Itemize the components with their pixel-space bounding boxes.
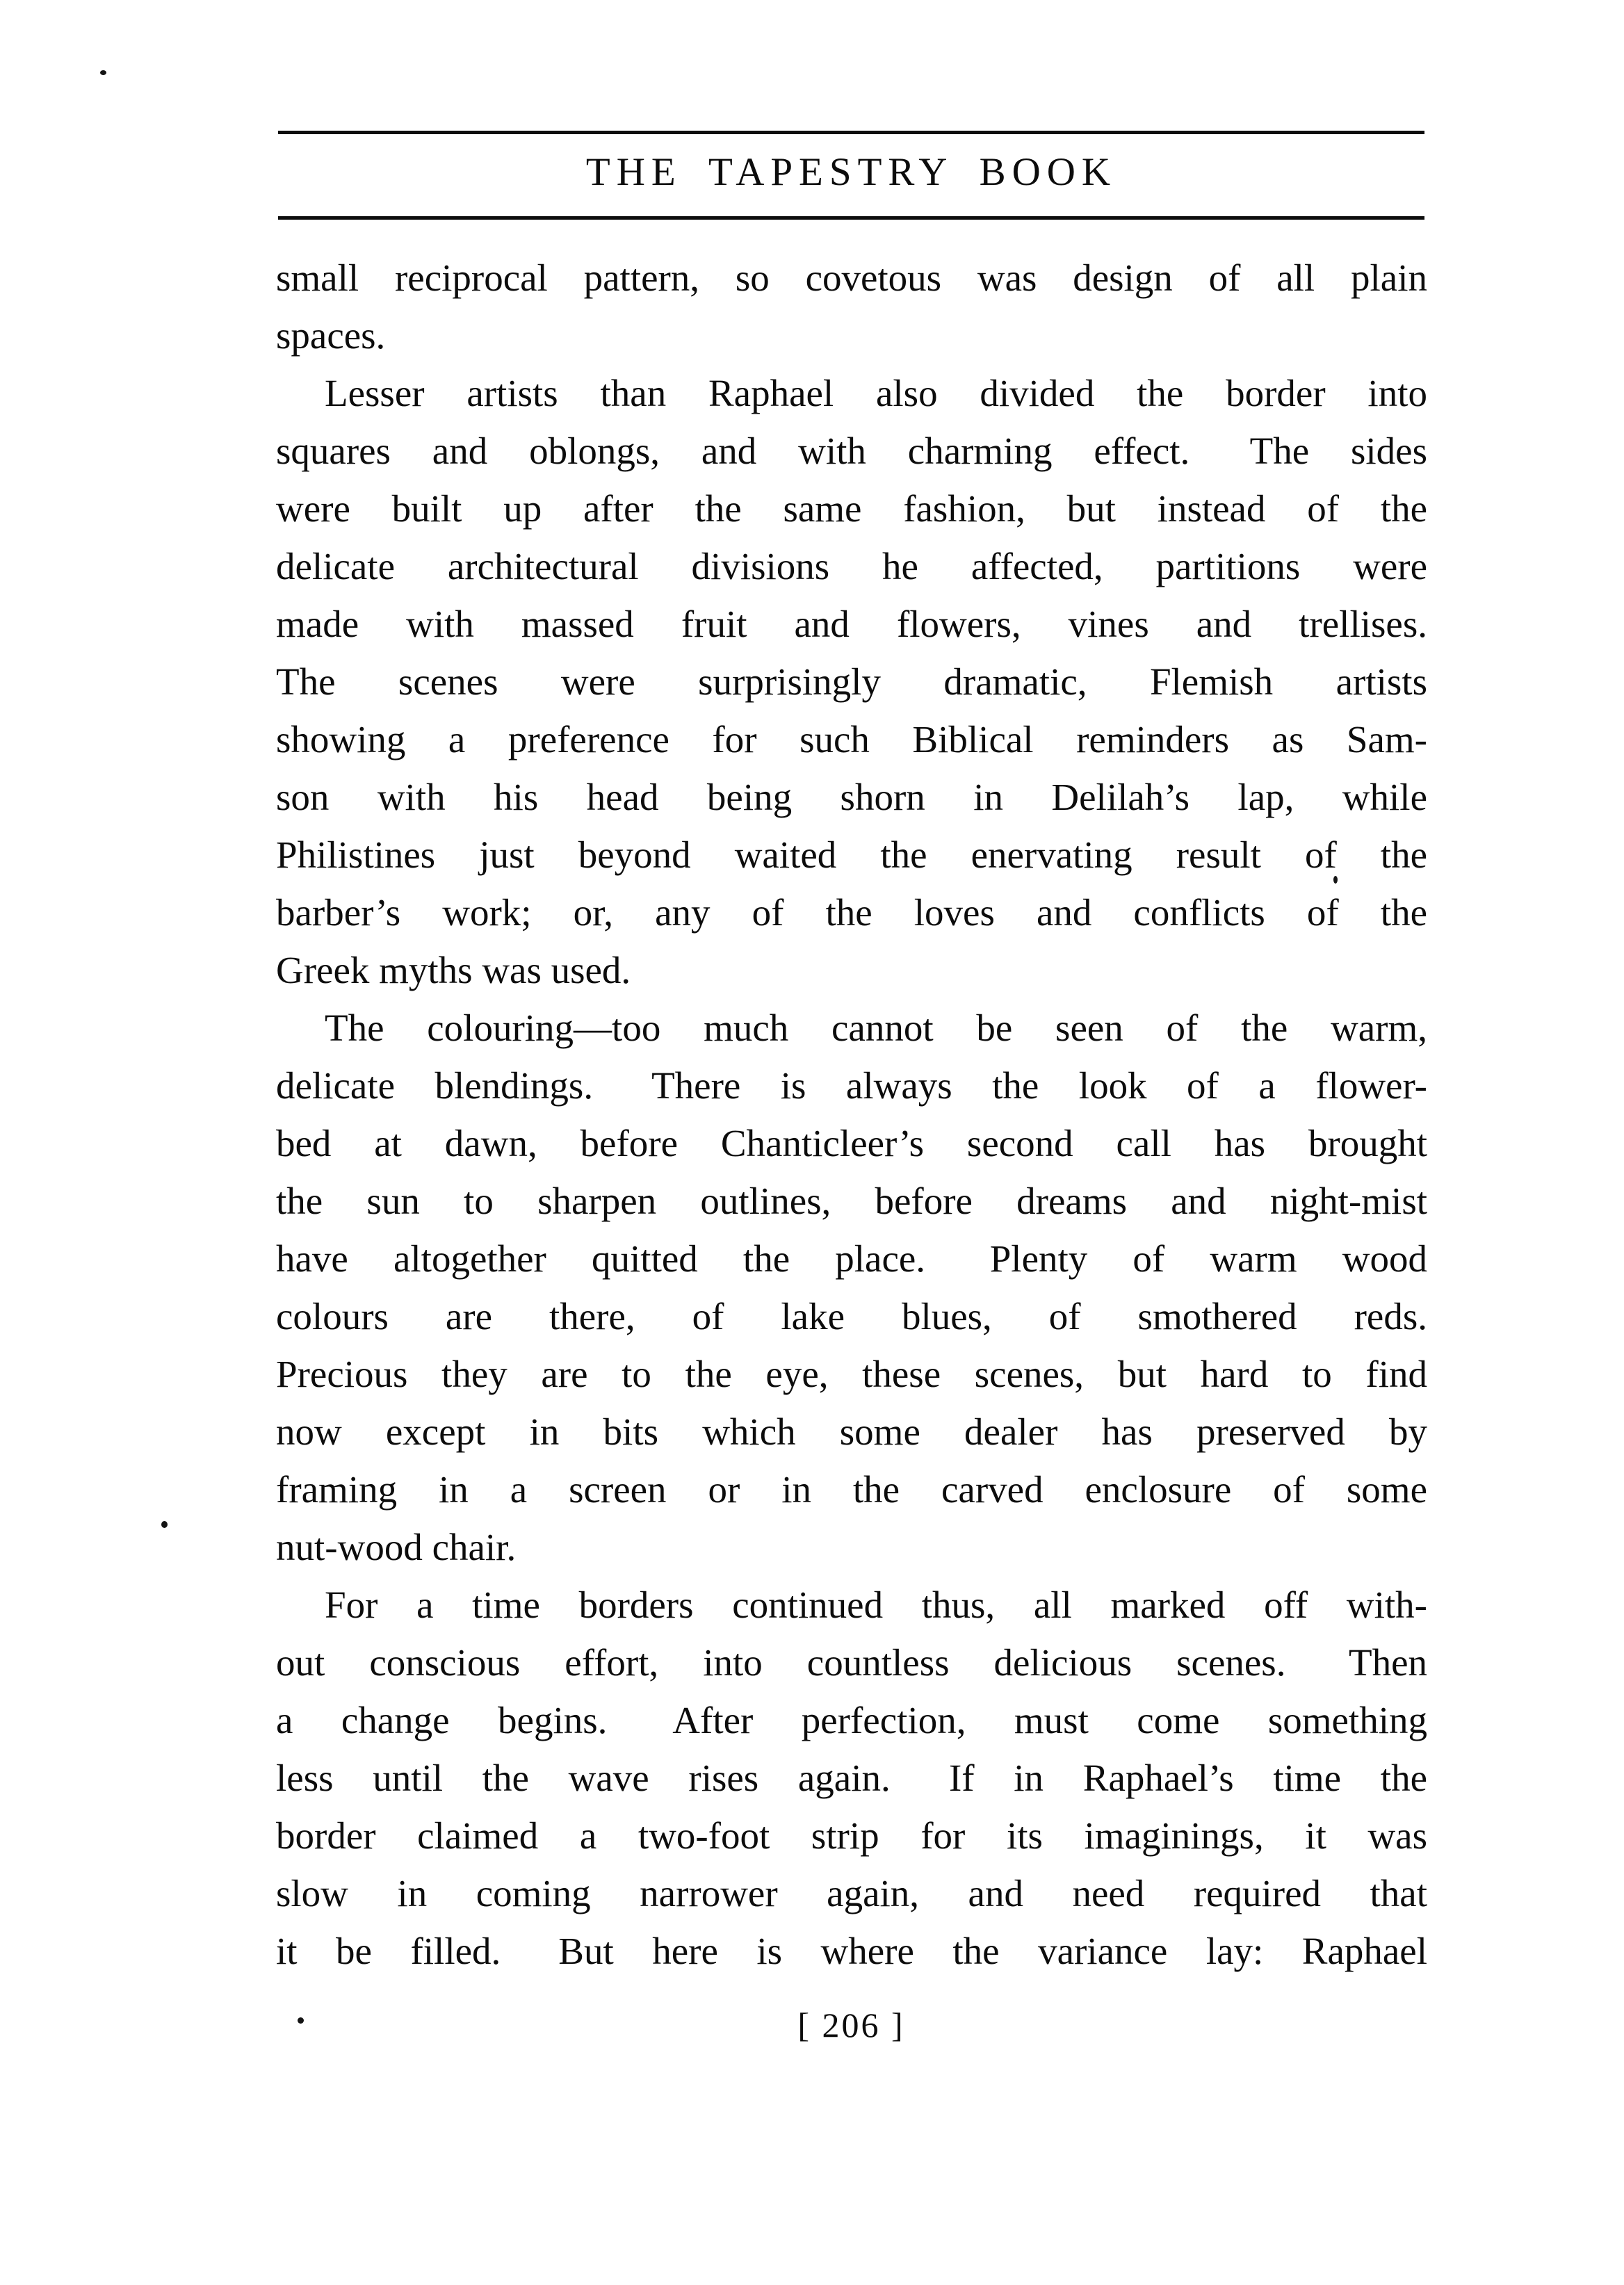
text-line: were built up after the same fashion, but instead of the (276, 487, 1427, 530)
text-line: Lesser artists than Raphael also divided the border into (325, 372, 1427, 414)
text-line: son with his head being shorn in Delilah’s lap, while (276, 776, 1427, 818)
header-rule-bottom (278, 216, 1424, 220)
ink-speck (298, 2017, 304, 2024)
text-line: nut-wood chair. (276, 1526, 517, 1568)
text-line: made with massed fruit and flowers, vines and trellises. (276, 603, 1427, 645)
text-line: spaces. (276, 314, 386, 357)
text-line: colours are there, of lake blues, of smothered reds. (276, 1295, 1427, 1337)
ink-speck (1333, 876, 1338, 884)
text-line: showing a preference for such Biblical reminders as Sam- (276, 718, 1427, 761)
text-line: Precious they are to the eye, these scenes, but hard to find (276, 1353, 1427, 1395)
running-title: THE TAPESTRY BOOK (585, 150, 1117, 194)
header-rule-top (278, 131, 1424, 134)
text-line: The colouring—too much cannot be seen of the warm, (325, 1007, 1427, 1049)
ink-speck (161, 1521, 168, 1528)
text-line: now except in bits which some dealer has preserved by (276, 1410, 1427, 1453)
text-line: out conscious effort, into countless delicious scenes. Then (276, 1641, 1427, 1684)
text-line: For a time borders continued thus, all marked off with- (325, 1584, 1427, 1626)
text-line: a change begins. After perfection, must come something (276, 1699, 1427, 1741)
text-line: less until the wave rises again. If in Raphael’s time the (276, 1757, 1427, 1799)
text-line: border claimed a two-foot strip for its imaginings, it was (276, 1814, 1427, 1857)
text-line: Greek myths was used. (276, 949, 631, 991)
text-line: bed at dawn, before Chanticleer’s second call has brought (276, 1122, 1427, 1164)
text-line: framing in a screen or in the carved enclosure of some (276, 1468, 1427, 1511)
text-line: Philistines just beyond waited the enervating result of the (276, 834, 1427, 876)
page-number: [ 206 ] (797, 2006, 905, 2044)
text-line: squares and oblongs, and with charming effect. The sides (276, 430, 1427, 472)
text-line: The scenes were surprisingly dramatic, Flemish artists (276, 660, 1427, 703)
text-line: the sun to sharpen outlines, before dreams and night-mist (276, 1180, 1427, 1222)
page-body-text (276, 249, 1427, 1980)
text-line: it be filled. But here is where the variance lay: Raphael (276, 1930, 1427, 1972)
text-line: barber’s work; or, any of the loves and conflicts of the (276, 891, 1427, 934)
text-line: have altogether quitted the place. Plenty of warm wood (276, 1237, 1427, 1280)
text-line: slow in coming narrower again, and need required that (276, 1872, 1427, 1914)
text-line: small reciprocal pattern, so covetous was design of all plain (276, 257, 1427, 299)
ink-speck (100, 70, 106, 75)
text-line: delicate blendings. There is always the look of a flower- (276, 1064, 1427, 1107)
text-line: delicate architectural divisions he affected, partitions were (276, 545, 1427, 587)
